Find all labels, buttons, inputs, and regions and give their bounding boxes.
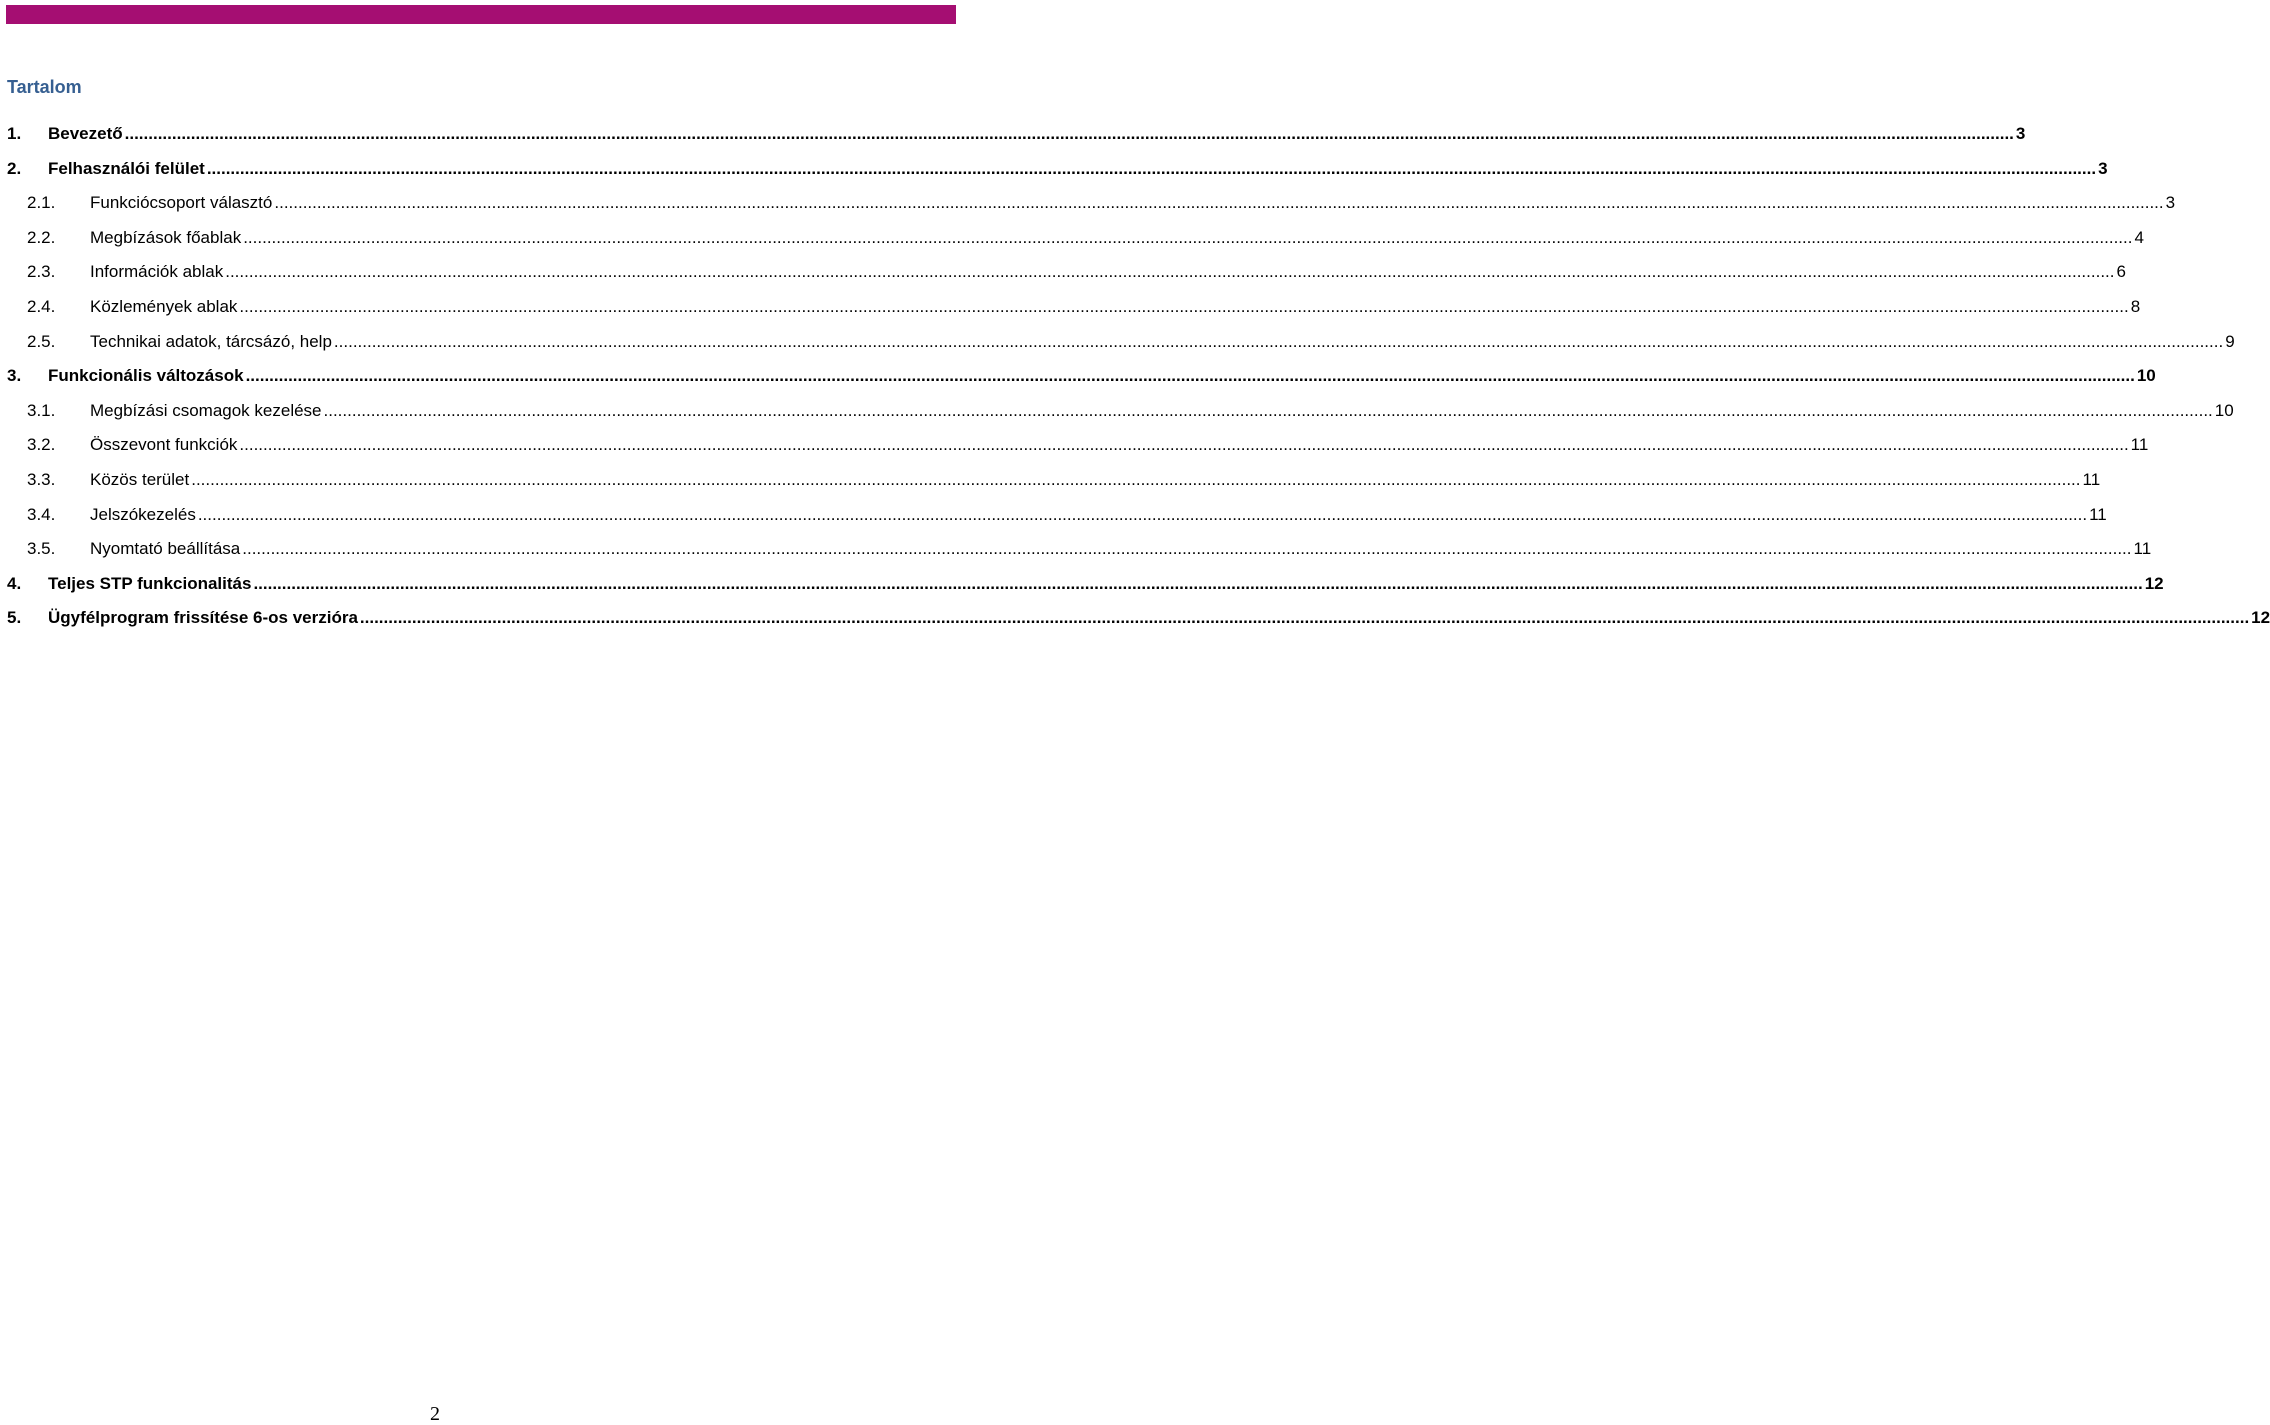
- toc-entry-page: 12: [2251, 608, 2270, 628]
- toc-entry-line: [48, 570, 2164, 598]
- toc-entry-title: Technikai adatok, tárcsázó, help: [90, 331, 332, 351]
- toc-entry-line: [90, 535, 2152, 563]
- toc-entry[interactable]: [7, 501, 2107, 536]
- toc-entry-number: 1.: [7, 124, 22, 143]
- header-color-band: [6, 5, 956, 24]
- toc-entry-page: 11: [2130, 435, 2149, 455]
- toc-entry-page: 4: [2134, 227, 2144, 247]
- toc-entry-number: 3.1.: [27, 400, 56, 420]
- toc-entry[interactable]: [7, 570, 2164, 605]
- toc-entry-title: Megbízási csomagok kezelése: [90, 400, 322, 420]
- toc-entry-line: [90, 258, 2126, 286]
- toc-dot-leader: ................................................................................................................................................................................................................................................................................................................................................................................................................: [359, 608, 2250, 628]
- toc-entry-number: 2.1.: [27, 193, 56, 213]
- toc-entry-number: 3.5.: [27, 539, 56, 559]
- toc-dot-leader: ................................................................................................................................................................................................................................................................................................................................................................................................................: [225, 262, 2115, 282]
- toc-entry-page: 12: [2144, 573, 2164, 593]
- toc-entry-page: 11: [2133, 539, 2152, 559]
- toc-dot-leader: ................................................................................................................................................................................................................................................................................................................................................................................................................: [239, 435, 2129, 455]
- toc-entry[interactable]: [7, 328, 2235, 363]
- toc-entry[interactable]: [7, 466, 2101, 501]
- toc-entry-title: Információk ablak: [90, 262, 224, 282]
- toc-entry-line: [48, 604, 2270, 632]
- toc-dot-leader: ................................................................................................................................................................................................................................................................................................................................................................................................................: [243, 227, 2133, 247]
- toc-dot-leader: ................................................................................................................................................................................................................................................................................................................................................................................................................: [253, 573, 2143, 593]
- toc-dot-leader: ................................................................................................................................................................................................................................................................................................................................................................................................................: [242, 539, 2132, 559]
- table-of-contents: [7, 120, 2270, 639]
- toc-entry[interactable]: [7, 189, 2176, 224]
- toc-dot-leader: ................................................................................................................................................................................................................................................................................................................................................................................................................: [333, 331, 2224, 351]
- toc-dot-leader: ................................................................................................................................................................................................................................................................................................................................................................................................................: [274, 193, 2164, 213]
- toc-entry[interactable]: [7, 604, 2270, 639]
- toc-entry-title: Funkciócsoport választó: [90, 193, 273, 213]
- toc-dot-leader: ................................................................................................................................................................................................................................................................................................................................................................................................................: [206, 158, 2097, 178]
- toc-entry[interactable]: [7, 362, 2156, 397]
- toc-entry-line: [90, 431, 2149, 459]
- toc-entry-number: 3.2.: [27, 435, 56, 455]
- toc-dot-leader: ................................................................................................................................................................................................................................................................................................................................................................................................................: [191, 469, 2081, 489]
- toc-entry-line: [90, 466, 2101, 494]
- toc-entry-page: 8: [2130, 296, 2141, 316]
- toc-entry[interactable]: [7, 120, 2026, 155]
- toc-entry-number: 5.: [7, 608, 22, 628]
- toc-entry-title: Jelszókezelés: [90, 504, 196, 524]
- toc-entry-title: Felhasználói felület: [48, 158, 205, 178]
- page-number: 2: [430, 1403, 440, 1425]
- toc-entry-title: Megbízások főablak: [90, 227, 242, 247]
- toc-entry[interactable]: [7, 535, 2152, 570]
- toc-dot-leader: ................................................................................................................................................................................................................................................................................................................................................................................................................: [197, 504, 2088, 524]
- toc-entry-page: 10: [2214, 400, 2234, 420]
- toc-entry-number: 3.: [7, 366, 22, 386]
- toc-entry[interactable]: [7, 224, 2144, 259]
- toc-entry[interactable]: [7, 258, 2126, 293]
- toc-entry-title: Funkcionális változások: [48, 366, 244, 386]
- toc-entry-title: Ügyfélprogram frissítése 6-os verzióra: [48, 608, 358, 628]
- toc-entry-line: [90, 189, 2176, 217]
- toc-entry-number: 2.2.: [27, 227, 56, 247]
- toc-entry-page: 11: [2089, 504, 2107, 524]
- toc-entry-line: [90, 501, 2107, 529]
- toc-entry-number: 3.4.: [27, 504, 56, 524]
- toc-entry-line: [48, 362, 2156, 390]
- toc-entry-line: [90, 224, 2144, 252]
- toc-entry-number: 4.: [7, 573, 22, 593]
- toc-dot-leader: ................................................................................................................................................................................................................................................................................................................................................................................................................: [323, 400, 2213, 420]
- toc-entry-page: 11: [2082, 469, 2101, 489]
- toc-entry-title: Közlemények ablak: [90, 296, 238, 316]
- toc-entry[interactable]: [7, 397, 2234, 432]
- toc-entry-page: 3: [2165, 193, 2176, 213]
- toc-entry-title: Bevezető: [48, 124, 123, 143]
- toc-entry-line: [90, 328, 2235, 356]
- toc-entry-number: 2.4.: [27, 296, 56, 316]
- toc-entry-number: 2.: [7, 158, 22, 178]
- toc-entry-page: 9: [2225, 331, 2235, 351]
- toc-entry-page: 6: [2116, 262, 2126, 282]
- toc-dot-leader: ................................................................................................................................................................................................................................................................................................................................................................................................................: [239, 296, 2129, 316]
- toc-entry-page: 10: [2136, 366, 2156, 386]
- toc-entry-title: Nyomtató beállítása: [90, 539, 241, 559]
- toc-dot-leader: ................................................................................................................................................................................................................................................................................................................................................................................................................: [245, 366, 2135, 386]
- toc-entry-line: [90, 293, 2141, 321]
- toc-entry[interactable]: [7, 155, 2108, 190]
- toc-entry[interactable]: [7, 431, 2149, 466]
- toc-dot-leader: ................................................................................................................................................................................................................................................................................................................................................................................................................: [124, 124, 2014, 143]
- toc-entry-line: [48, 120, 2026, 148]
- toc-entry-page: 3: [2098, 158, 2108, 178]
- toc-entry-number: 3.3.: [27, 469, 56, 489]
- toc-entry-line: [48, 155, 2108, 183]
- toc-entry-line: [90, 397, 2234, 425]
- toc-entry-title: Közös terület: [90, 469, 190, 489]
- toc-entry-title: Összevont funkciók: [90, 435, 238, 455]
- toc-entry-title: Teljes STP funkcionalitás: [48, 573, 252, 593]
- toc-heading: Tartalom: [7, 77, 82, 97]
- toc-entry[interactable]: [7, 293, 2141, 328]
- toc-entry-number: 2.3.: [27, 262, 56, 282]
- toc-entry-page: 3: [2015, 124, 2026, 143]
- toc-entry-number: 2.5.: [27, 331, 56, 351]
